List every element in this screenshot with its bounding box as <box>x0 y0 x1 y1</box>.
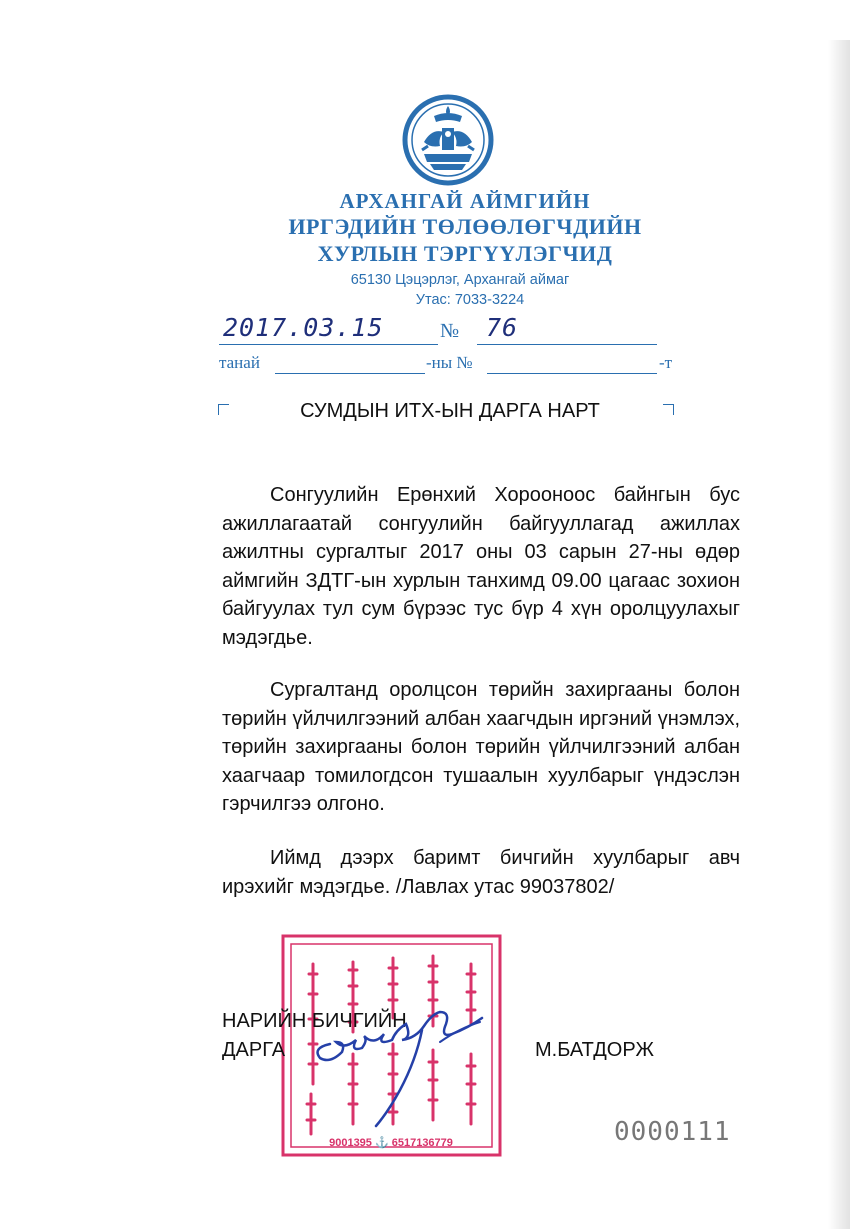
reply-mid: -ны № <box>426 353 473 372</box>
signer-title-line1: НАРИЙН БИЧГИЙН <box>222 1010 407 1032</box>
reply-suffix: -т <box>659 353 673 372</box>
number-line <box>477 344 657 345</box>
body-paragraph-1: Сонгуулийн Ерөнхий Хорооноос байнгын бус ажиллагаатай сонгуулийн байгууллагад ажиллах ажилтны сургалтыг 2017 оны 03 сарын 27-ны өдөр аймгийн ЗДТГ-ын хурлын танхимд 09.00 цагаас зохион байгуулах тул сум бүрээс тус бүр 4 хүн оролцуулахыг мэдэгдье. <box>222 484 740 649</box>
org-name-line1: АРХАНГАЙ АЙМГИЙН <box>339 189 591 213</box>
page-edge-shadow <box>828 40 850 1229</box>
body-paragraph-2: Сургалтанд оролцсон төрийн захиргааны болон төрийн үйлчилгээний албан хаагчдын иргэний үнэмлэх, төрийн захиргааны болон төрийн үйлчилгээний албан хаагчаар томилогдсон тушаалын хуулбарыг үндэслэн гэрчилгээ олгоно. <box>222 679 740 816</box>
body-paragraph-3: Иймд дээрх баримт бичгийн хуулбарыг авч ирэхийг мэдэгдье. /Лавлах утас 99037802/ <box>222 847 740 898</box>
stamp-number: 9001395 ⚓ 6517136779 <box>329 1137 453 1149</box>
document-serial-number: 0000111 <box>614 1117 731 1147</box>
recipient-corner-left <box>218 404 229 415</box>
number-label: № <box>440 320 460 342</box>
state-emblem-icon <box>402 94 494 186</box>
org-name-line2: ИРГЭДИЙН ТӨЛӨӨЛӨГЧДИЙН <box>288 214 642 239</box>
org-name-line3: ХУРЛЫН ТЭРГҮҮЛЭГЧИД <box>317 241 613 266</box>
letter-number: 76 <box>486 313 519 342</box>
handwritten-signature <box>300 1002 530 1132</box>
org-phone: Утас: 7033-3224 <box>415 292 525 308</box>
date-line <box>219 344 438 345</box>
letter-date: 2017.03.15 <box>223 313 384 342</box>
reply-number-line <box>487 373 657 374</box>
recipient-corner-right <box>663 404 674 415</box>
reply-date-line <box>275 373 425 374</box>
signer-name: М.БАТДОРЖ <box>535 1039 654 1061</box>
signer-title-line2: ДАРГА <box>222 1039 286 1061</box>
reply-prefix: танай <box>219 353 260 372</box>
recipient: СУМДЫН ИТХ-ЫН ДАРГА НАРТ <box>300 400 600 422</box>
org-address: 65130 Цэцэрлэг, Архангай аймаг <box>350 272 570 288</box>
